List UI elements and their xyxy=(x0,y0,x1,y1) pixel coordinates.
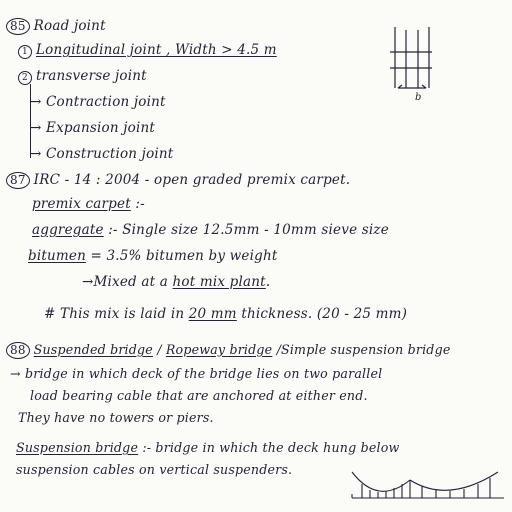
laid-line xyxy=(44,306,407,322)
subitem-expansion-text: Expansion joint xyxy=(46,120,155,136)
arrow-icon: → xyxy=(30,120,42,136)
section-88-number: 88 xyxy=(6,342,30,359)
laid-thickness: 20 mm xyxy=(188,306,237,322)
suspension-bridge-line-1 xyxy=(16,440,399,456)
arrow-icon: → xyxy=(30,146,42,162)
arrow-icon: → xyxy=(30,94,42,110)
bitumen-text: = 3.5% bitumen by weight xyxy=(90,248,278,264)
item-1-marker: 1 xyxy=(18,45,32,59)
term-separator: / xyxy=(157,342,162,357)
item-1-text: Longitudinal joint , Width > 4.5 m xyxy=(36,42,277,58)
bridge-desc-line-1 xyxy=(10,366,382,382)
mixed-place: hot mix plant xyxy=(172,274,266,290)
suspension-bridge-sketch xyxy=(348,458,508,508)
subitem-contraction-text: Contraction joint xyxy=(46,94,166,110)
laid-suffix: thickness. (20 - 25 mm) xyxy=(241,306,408,322)
suspension-bridge-label: Suspension bridge xyxy=(16,440,139,455)
subitem-construction xyxy=(30,146,173,162)
diagram-label-b: b xyxy=(415,92,422,102)
premix-heading-suffix: :- xyxy=(135,196,145,212)
bitumen-line xyxy=(28,248,278,264)
bridge-desc-text-2: load bearing cable that are anchored at either end. xyxy=(30,388,368,403)
aggregate-text: :- Single size 12.5mm - 10mm sieve size xyxy=(108,222,389,238)
section-88-title xyxy=(6,342,450,359)
item-transverse xyxy=(18,68,147,85)
bridge-desc-text-3: They have no towers or piers. xyxy=(18,410,214,425)
section-87-number: 87 xyxy=(6,172,30,189)
subitem-contraction xyxy=(30,94,166,110)
mixed-prefix: Mixed at a xyxy=(93,274,169,290)
mixed-line xyxy=(82,274,270,290)
item-longitudinal xyxy=(18,42,277,59)
bridge-desc-line-3 xyxy=(18,410,214,426)
item-2-marker: 2 xyxy=(18,71,32,85)
mixed-suffix: . xyxy=(265,274,271,290)
item-2-text: transverse joint xyxy=(36,68,147,84)
ropeway-bridge-term: Ropeway bridge xyxy=(165,342,273,357)
suspension-bridge-text-2: suspension cables on vertical suspenders. xyxy=(16,462,293,477)
section-85-number: 85 xyxy=(6,18,30,35)
laid-prefix: # This mix is laid in xyxy=(44,306,185,322)
simple-suspension-term: /Simple suspension bridge xyxy=(276,342,451,357)
section-85-title xyxy=(6,18,106,35)
arrow-icon: → xyxy=(10,366,21,381)
premix-heading xyxy=(32,196,145,212)
subitem-expansion xyxy=(30,120,155,136)
arrow-icon: → xyxy=(82,274,94,290)
road-joint-title: Road joint xyxy=(33,18,106,34)
suspended-bridge-term: Suspended bridge xyxy=(33,342,153,357)
irc-title: IRC - 14 : 2004 - open graded premix carpet. xyxy=(33,172,351,188)
bitumen-label: bitumen xyxy=(28,248,86,264)
suspension-bridge-line-2 xyxy=(16,462,292,478)
aggregate-line xyxy=(32,222,389,238)
section-87-title xyxy=(6,172,350,189)
bridge-desc-text-1: bridge in which deck of the bridge lies on two parallel xyxy=(24,366,383,381)
bridge-desc-line-2 xyxy=(30,388,368,404)
aggregate-label: aggregate xyxy=(32,222,104,238)
premix-heading-text: premix carpet xyxy=(32,196,131,212)
joint-grid-diagram xyxy=(380,22,440,102)
subitem-construction-text: Construction joint xyxy=(46,146,174,162)
suspension-bridge-text-1: :- bridge in which the deck hung below xyxy=(142,440,400,455)
